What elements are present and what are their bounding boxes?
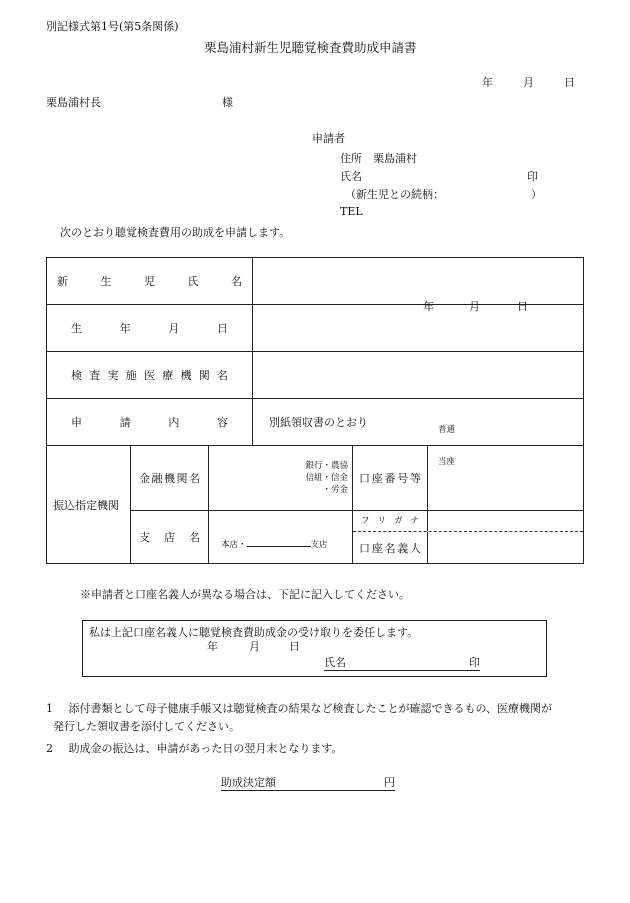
remark-2 [46, 740, 343, 756]
addressee-honorific: 様 [222, 96, 233, 109]
label-char: リ [377, 516, 387, 526]
bank-type-1: 銀行・農協 [305, 461, 349, 471]
row-newborn-name [47, 258, 584, 305]
label-char: 申 [71, 416, 82, 429]
label-char: 人 [410, 542, 422, 555]
transfer-label: 振込指定機関 [47, 446, 131, 564]
consent-day: 日 [289, 640, 300, 653]
remark-1-line1: 添付書類として母子健康手帳又は聴覚検査の結果など検査したことが確認できるもの、医療機関が [68, 702, 553, 715]
newborn-name-field[interactable] [253, 258, 584, 305]
label-char: 月 [168, 322, 180, 335]
label-char: フ [361, 516, 370, 526]
birth-date-label [47, 305, 253, 352]
address-value: 栗島浦村 [373, 152, 417, 165]
bank-field[interactable] [209, 446, 353, 511]
label-char: 療 [162, 369, 174, 382]
label-char: 等 [410, 472, 422, 485]
label-char: 口 [359, 542, 371, 555]
label-char: 機 [180, 369, 192, 382]
label-char: 口 [359, 472, 371, 485]
branch-tail: 支店 [310, 540, 328, 550]
label-char: 名 [384, 542, 396, 555]
label-char: 号 [397, 472, 409, 485]
holder-field[interactable] [428, 532, 583, 563]
label-char: 実 [107, 369, 119, 382]
consent-text: 私は上記口座名義人に聴覚検査費助成金の受け取りを委任します。 [89, 626, 419, 639]
page-title: 栗島浦村新生児聴覚検査費助成申請書 [204, 40, 417, 55]
row-institution [47, 352, 584, 399]
account-field[interactable] [428, 425, 584, 511]
holder-label [353, 532, 428, 563]
remark-2-number: 2 [46, 742, 53, 755]
label-char: 児 [144, 275, 155, 288]
bank-type-3: ・労金 [322, 485, 349, 495]
account-label [353, 446, 428, 511]
tel-label: TEL [340, 205, 363, 218]
label-char: ナ [410, 516, 419, 526]
birth-year: 年 [423, 300, 435, 313]
name-label: 氏名 [340, 170, 362, 183]
newborn-name-label [47, 258, 253, 305]
label-char: 金 [139, 472, 150, 485]
label-char: 検 [71, 369, 82, 382]
note-text: ※申請者と口座名義人が異なる場合は、下記に記入してください。 [80, 588, 410, 601]
remark-1 [46, 700, 552, 716]
label-char: 査 [89, 369, 101, 382]
label-char: 座 [371, 542, 383, 555]
row-bank [47, 446, 584, 511]
applicant-heading: 申請者 [312, 132, 345, 145]
request-value: 別紙領収書のとおり [269, 416, 369, 429]
holder-block [353, 511, 584, 564]
date-day: 日 [564, 76, 575, 89]
consent-year: 年 [207, 640, 218, 653]
branch-blank [247, 545, 311, 547]
birth-date-field[interactable] [253, 300, 584, 352]
label-char: 支 [139, 531, 150, 544]
decision-label: 助成決定額 [221, 776, 276, 789]
institution-label [47, 352, 253, 399]
label-char: 名 [217, 369, 228, 382]
bank-type-2: 信組・信金 [305, 473, 349, 483]
account-type-current: 当座 [438, 457, 456, 467]
intro-text: 次のとおり聴覚検査費用の助成を申請します。 [60, 226, 291, 239]
consent-name-line[interactable] [324, 654, 480, 671]
label-char: 新 [57, 275, 68, 288]
furigana-label [353, 511, 428, 531]
birth-month: 月 [469, 300, 481, 313]
remark-1-number: 1 [46, 702, 53, 715]
decision-amount[interactable] [221, 774, 395, 791]
account-type-ordinary: 普通 [438, 425, 456, 435]
consent-month: 月 [249, 640, 260, 653]
address-label: 住所 [340, 152, 362, 165]
label-char: 融 [151, 472, 163, 485]
label-char: 氏 [187, 275, 199, 288]
row-request [47, 399, 584, 446]
birth-day: 日 [517, 300, 529, 313]
label-char: 関 [176, 472, 188, 485]
label-char: 施 [125, 369, 137, 382]
label-char: 名 [231, 275, 242, 288]
label-char: 名 [189, 472, 200, 485]
label-char: 医 [144, 369, 155, 382]
application-table [46, 257, 584, 564]
label-char: 番 [384, 472, 396, 485]
remark-1-line2: 発行した領収書を添付してください。 [53, 720, 240, 733]
label-char: 生 [71, 322, 82, 335]
label-char: 日 [217, 322, 229, 335]
label-char: 内 [168, 416, 180, 429]
bank-label [131, 446, 209, 511]
label-char: 名 [189, 531, 200, 544]
date-year: 年 [482, 76, 493, 89]
relation-close: ） [531, 188, 542, 201]
branch-field[interactable] [209, 511, 353, 564]
furigana-field[interactable] [428, 511, 583, 531]
label-char: 義 [397, 542, 409, 555]
form-number: 別記様式第1号(第5条関係) [46, 20, 179, 33]
addressee-name: 栗島浦村長 [46, 96, 101, 109]
applicant-seal: 印 [527, 170, 538, 183]
relation-label: （新生児との続柄： [345, 188, 444, 201]
label-char: 機 [164, 472, 175, 485]
row-birth-date [47, 305, 584, 352]
request-label [47, 399, 253, 446]
label-char: 店 [164, 531, 175, 544]
decision-unit: 円 [384, 776, 395, 789]
consent-box [82, 620, 547, 677]
label-char: 容 [217, 416, 229, 429]
label-char: 年 [119, 322, 131, 335]
label-char: 生 [100, 275, 112, 288]
remark-2-line1: 助成金の振込は、申請があった日の翌月末となります。 [68, 742, 343, 755]
label-char: 関 [198, 369, 210, 382]
consent-name-label: 氏名 [324, 656, 346, 669]
institution-field[interactable] [253, 352, 584, 399]
request-field[interactable] [253, 399, 584, 446]
consent-seal: 印 [469, 656, 480, 669]
branch-label [131, 511, 209, 564]
branch-head: 本店・ [221, 540, 247, 550]
date-month: 月 [523, 76, 534, 89]
label-char: ガ [393, 516, 403, 526]
label-char: 請 [119, 416, 131, 429]
label-char: 座 [371, 472, 383, 485]
